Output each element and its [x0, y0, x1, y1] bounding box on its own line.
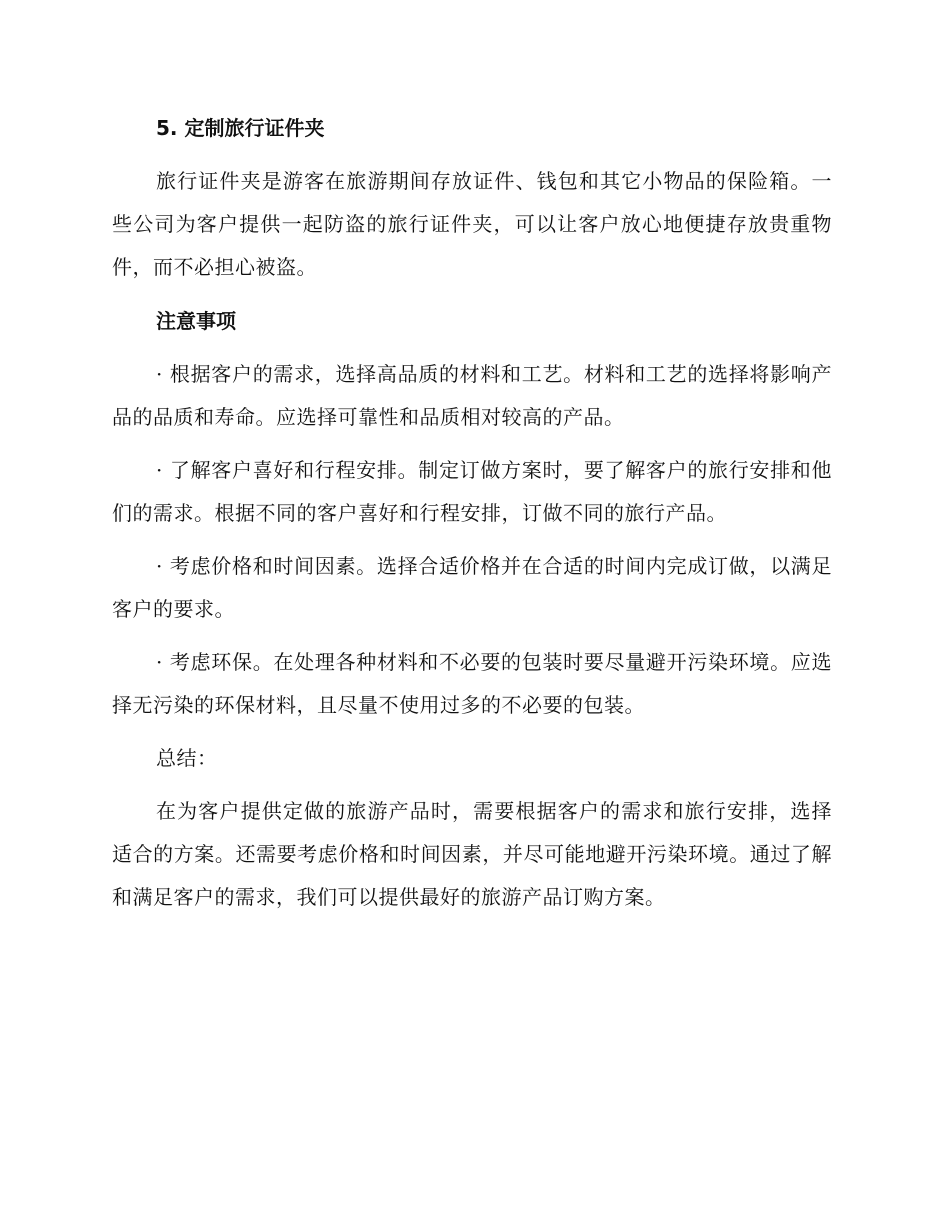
section-paragraph: 旅行证件夹是游客在旅游期间存放证件、钱包和其它小物品的保险箱。一些公司为客户提供一起防盗的旅行证件夹，可以让客户放心地便捷存放贵重物件，而不必担心被盗。 [112, 169, 832, 279]
document-page [112, 108, 832, 929]
note-item: · 考虑环保。在处理各种材料和不必要的包装时要尽量避开污染环境。应选择无污染的环保材料，且尽量不使用过多的不必要的包装。 [112, 650, 832, 717]
section-heading: 5. 定制旅行证件夹 [156, 116, 325, 140]
summary-label: 总结： [156, 746, 218, 770]
note-item: · 考虑价格和时间因素。选择合适价格并在合适的时间内完成订做，以满足客户的要求。 [112, 554, 832, 621]
summary-paragraph: 在为客户提供定做的旅游产品时，需要根据客户的需求和旅行安排，选择适合的方案。还需要考虑价格和时间因素，并尽可能地避开污染环境。通过了解和满足客户的需求，我们可以提供最好的旅游产品订购方案。 [112, 799, 832, 909]
notes-heading: 注意事项 [156, 309, 236, 333]
note-item: · 了解客户喜好和行程安排。制定订做方案时，要了解客户的旅行安排和他们的需求。根据不同的客户喜好和行程安排，订做不同的旅行产品。 [112, 458, 832, 525]
note-item: · 根据客户的需求，选择高品质的材料和工艺。材料和工艺的选择将影响产品的品质和寿命。应选择可靠性和品质相对较高的产品。 [112, 362, 832, 429]
